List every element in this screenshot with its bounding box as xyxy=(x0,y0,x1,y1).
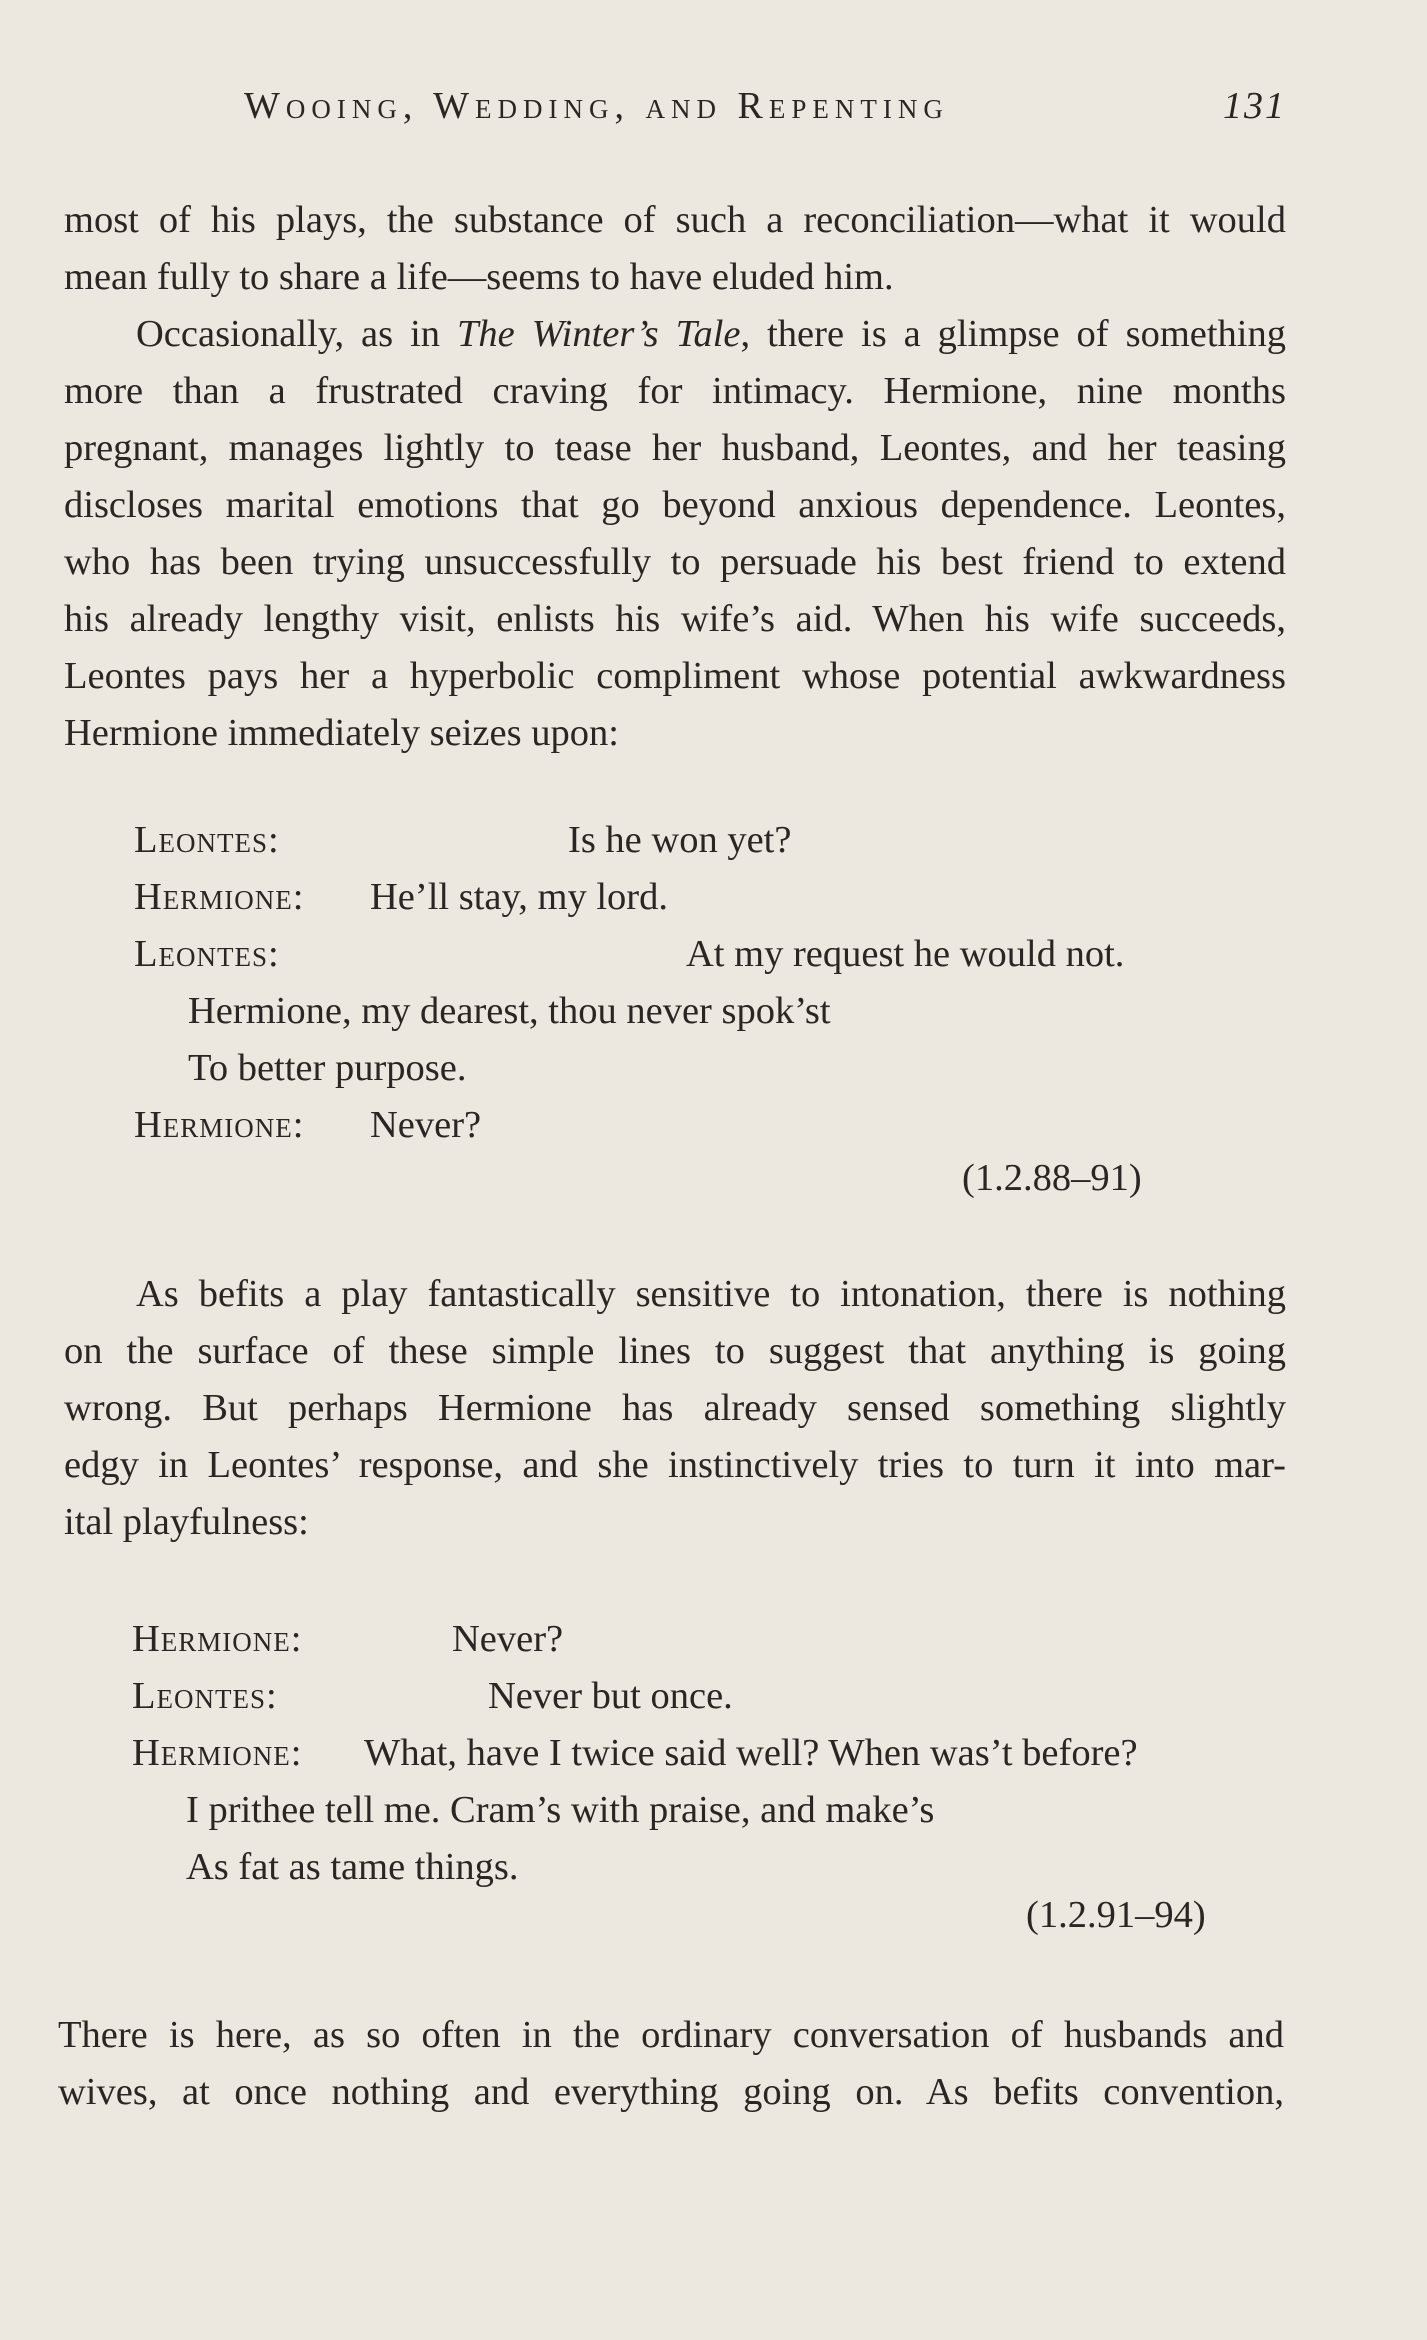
text-line: discloses marital emotions that go beyond anxious dependence. Leontes, xyxy=(64,484,1286,526)
verse-line xyxy=(134,1097,1234,1154)
speaker-name: Leontes: xyxy=(134,933,280,975)
text-line: pregnant, manages lightly to tease her husband, Leontes, and her teasing xyxy=(64,427,1286,469)
text-line: edgy in Leontes’ response, and she instinctively tries to turn it into mar- xyxy=(64,1444,1286,1486)
speech-text: At my request he would not. xyxy=(686,933,1125,975)
paragraph-2 xyxy=(64,306,1286,762)
speech-text: As fat as tame things. xyxy=(186,1846,519,1888)
text-line: Leontes pays her a hyperbolic compliment whose potential awkwardness xyxy=(64,655,1286,697)
verse-line xyxy=(134,869,1234,926)
verse-line xyxy=(132,1839,1232,1896)
speech-text: Is he won yet? xyxy=(568,819,792,861)
speech-text: Never but once. xyxy=(488,1675,733,1717)
text-line: who has been trying unsuccessfully to persuade his best friend to extend xyxy=(64,541,1286,583)
page-number: 131 xyxy=(1223,85,1286,127)
speech-text: I prithee tell me. Cram’s with praise, and make’s xyxy=(186,1789,935,1831)
text-line: As befits a play fantastically sensitive to intonation, there is nothing xyxy=(136,1273,1286,1315)
verse-line xyxy=(132,1668,1232,1725)
speech-text: Never? xyxy=(370,1104,482,1146)
text-line: his already lengthy visit, enlists his wife’s aid. When his wife succeeds, xyxy=(64,598,1286,640)
verse-line xyxy=(134,926,1234,983)
line-citation: (1.2.88–91) xyxy=(962,1157,1142,1199)
speech-text: To better purpose. xyxy=(188,1047,467,1089)
text-fragment: Occasionally, as in xyxy=(136,313,457,355)
text-line: wives, at once nothing and everything going on. As befits convention, xyxy=(58,2071,1284,2113)
paragraph-1 xyxy=(64,192,1286,306)
speech-text: What, have I twice said well? When was’t before? xyxy=(364,1732,1138,1774)
text-line: more than a frustrated craving for intimacy. Hermione, nine months xyxy=(64,370,1286,412)
verse-line xyxy=(132,1611,1232,1668)
play-title: The Winter’s Tale xyxy=(457,313,741,355)
verse-line xyxy=(132,1782,1232,1839)
text-line: mean fully to share a life—seems to have eluded him. xyxy=(64,256,894,298)
speaker-name: Hermione: xyxy=(132,1732,303,1774)
verse-quote-2 xyxy=(132,1611,1232,1896)
speaker-name: Hermione: xyxy=(134,1104,305,1146)
speaker-name: Leontes: xyxy=(132,1675,278,1717)
text-line: ital playfulness: xyxy=(64,1501,309,1543)
text-line: There is here, as so often in the ordinary conversation of husbands and xyxy=(58,2014,1284,2056)
text-line: on the surface of these simple lines to suggest that anything is going xyxy=(64,1330,1286,1372)
verse-line xyxy=(132,1725,1232,1782)
text-line xyxy=(64,306,1286,363)
speech-text: Never? xyxy=(452,1618,564,1660)
paragraph-3 xyxy=(64,1266,1286,1551)
running-head xyxy=(64,84,1286,144)
speaker-name: Hermione: xyxy=(134,876,305,918)
verse-quote-1 xyxy=(134,812,1234,1154)
paragraph-4 xyxy=(58,2007,1284,2121)
text-fragment: , there is a glimpse of something xyxy=(740,313,1286,355)
speaker-name: Leontes: xyxy=(134,819,280,861)
text-line: most of his plays, the substance of such a reconciliation—what it would xyxy=(64,199,1286,241)
verse-line xyxy=(134,983,1234,1040)
verse-line xyxy=(134,812,1234,869)
verse-line xyxy=(134,1040,1234,1097)
speaker-name: Hermione: xyxy=(132,1618,303,1660)
running-title: Wooing, Wedding, and Repenting xyxy=(244,85,949,127)
speech-text: Hermione, my dearest, thou never spok’st xyxy=(188,990,831,1032)
speech-text: He’ll stay, my lord. xyxy=(370,876,668,918)
line-citation: (1.2.91–94) xyxy=(1026,1894,1206,1936)
text-line: wrong. But perhaps Hermione has already sensed something slightly xyxy=(64,1387,1286,1429)
text-line: Hermione immediately seizes upon: xyxy=(64,712,619,754)
